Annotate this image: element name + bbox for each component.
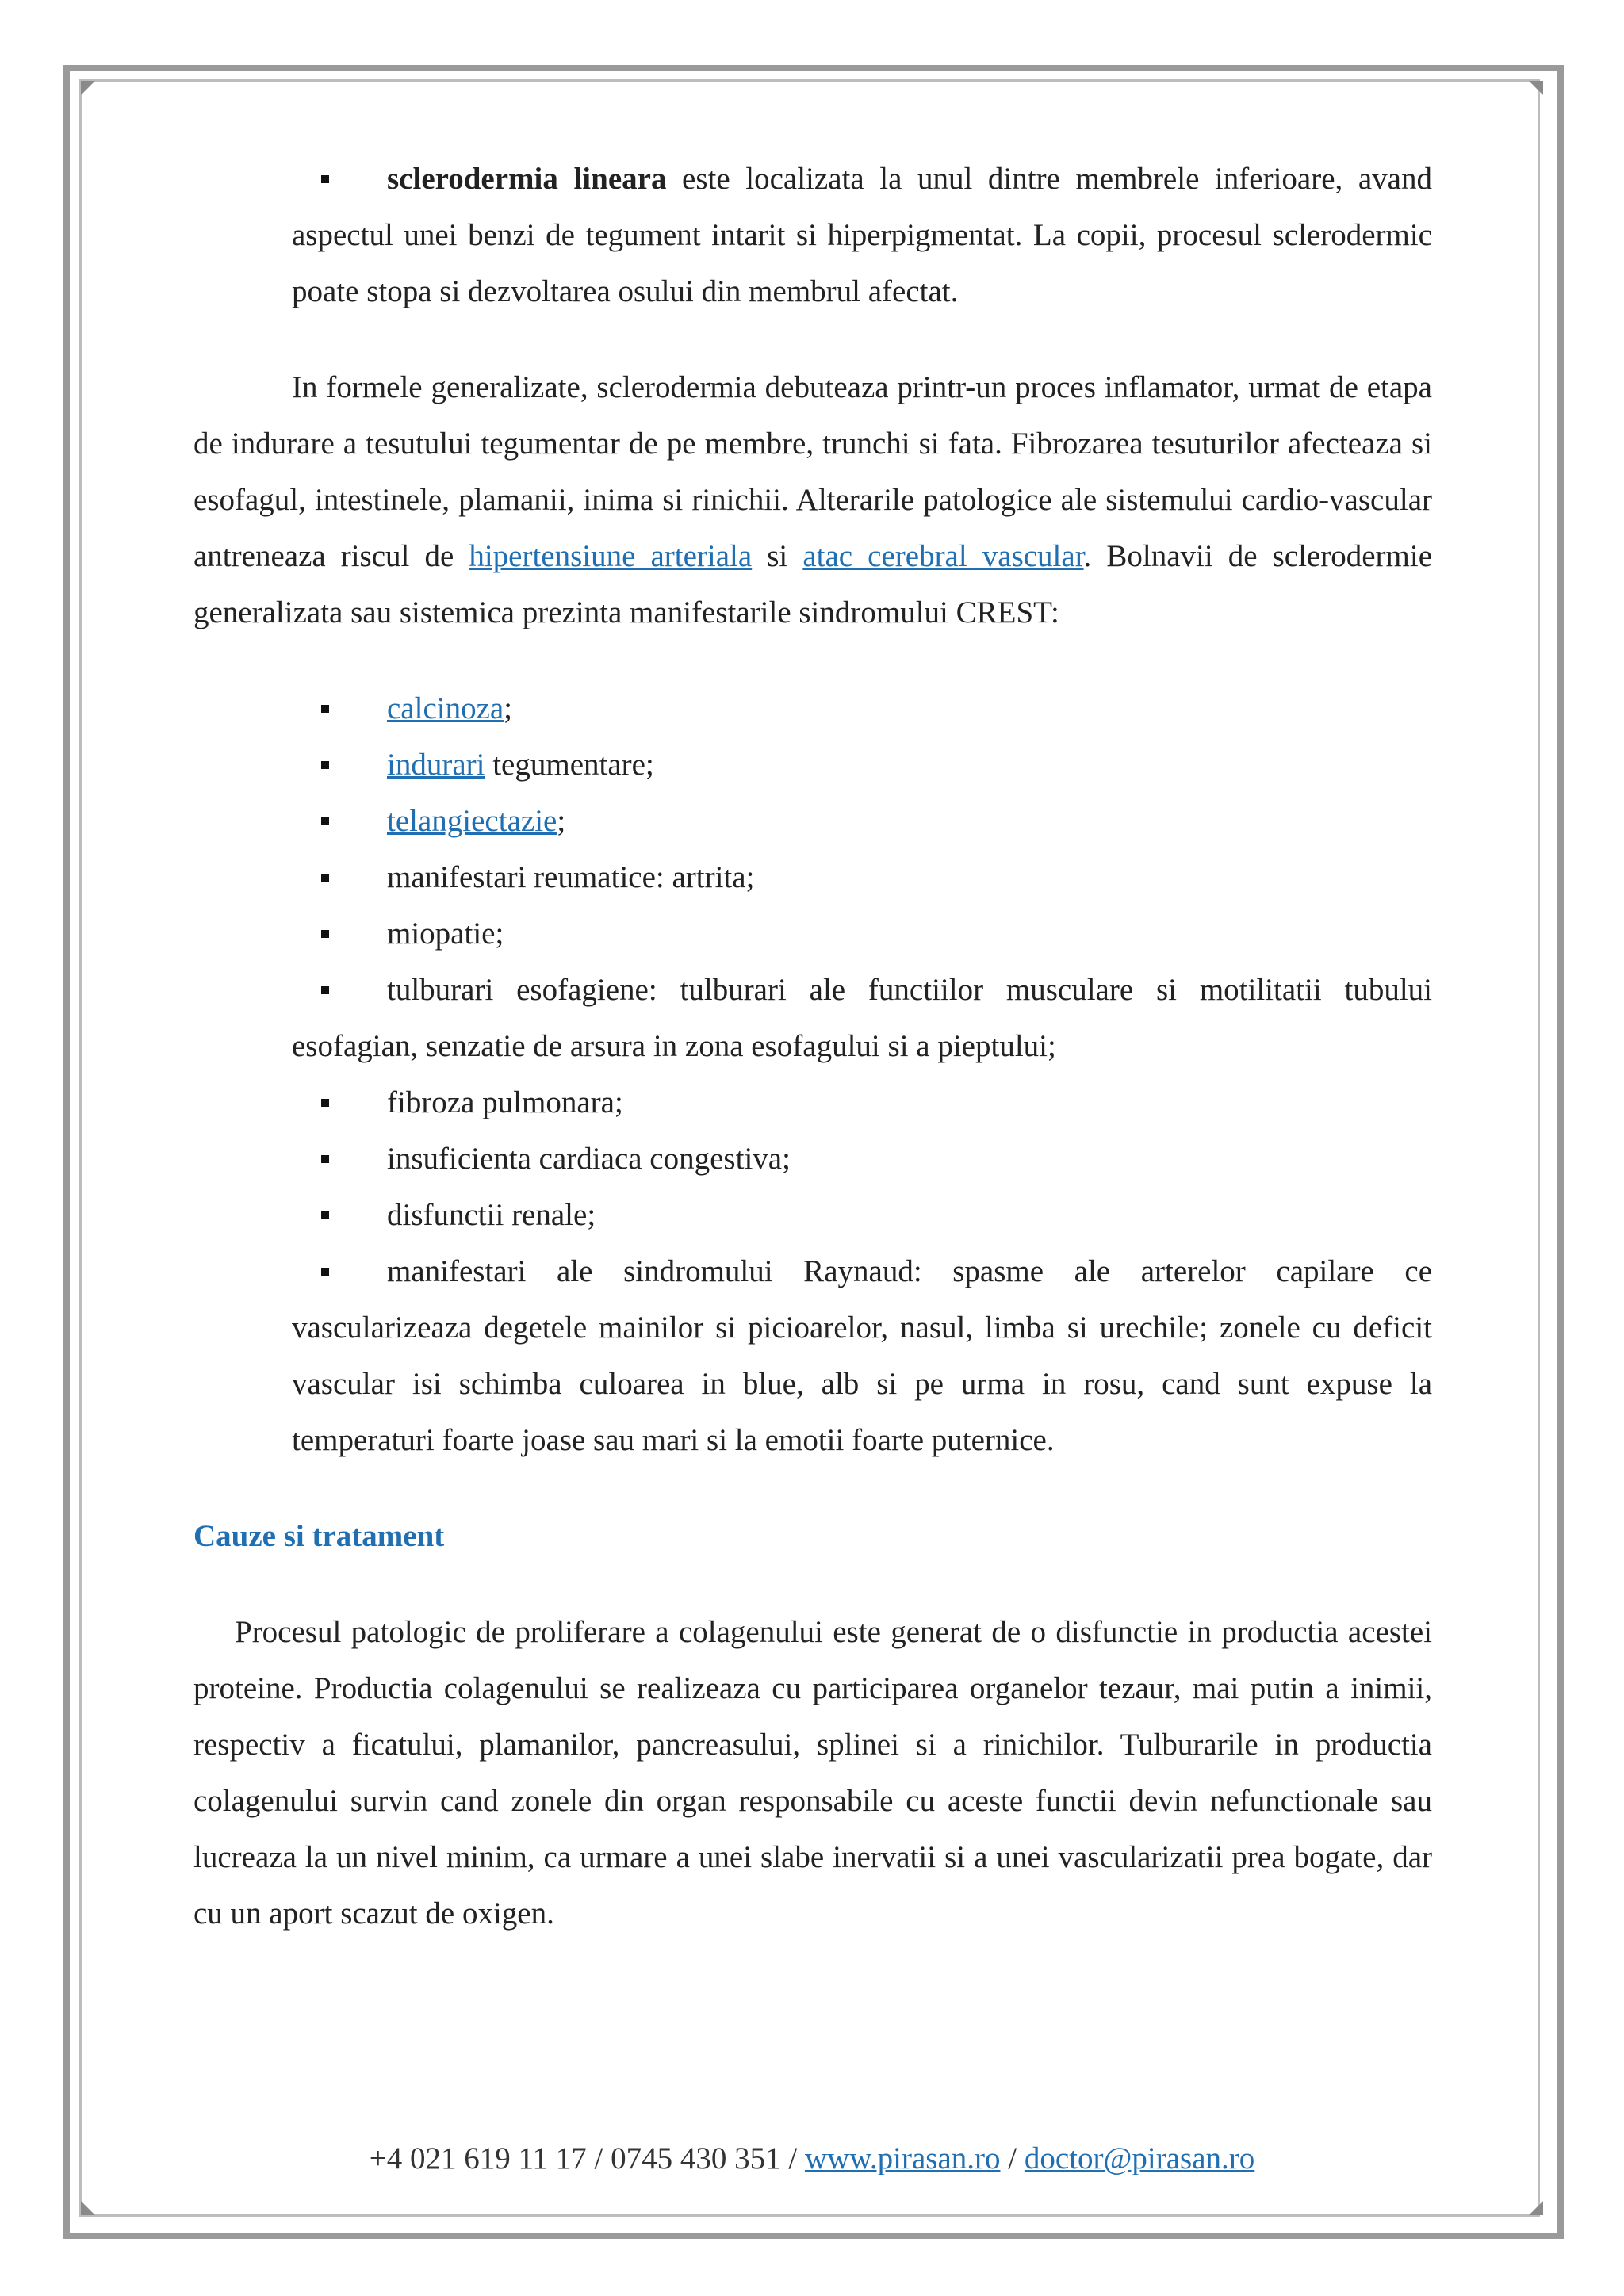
list-item-text: manifestari ale sindromului Raynaud: spasme ale arterelor capilare ce vascularizeaza degetele mainilor si picioarelor, nasul, limba si urechile; zonele cu deficit vascular isi schimba culoarea in blue, alb si pe urma in rosu, cand sunt expuse la temperaturi foarte joase sau mari si la emotii foarte puternice. [292,1254,1432,1457]
frame-corner-ornament [81,2201,95,2215]
list-item-text: manifestari reumatice: artrita; [387,860,755,894]
list-item-text: fibroza pulmonara; [387,1085,623,1119]
list-item-text: disfunctii renale; [387,1198,596,1232]
footer-email-link[interactable]: doctor@pirasan.ro [1024,2141,1255,2175]
list-item [292,849,1432,905]
frame-corner-ornament [1529,2201,1543,2215]
document-body [193,151,1432,1942]
list-item-text: miopatie; [387,916,504,951]
bullet-icon [292,905,358,962]
list-item [292,1187,1432,1243]
link-calcinoza[interactable]: calcinoza [387,691,504,725]
bullet-icon [292,1187,358,1243]
paragraph [193,359,1432,641]
paragraph-text: si [752,539,803,573]
frame-corner-ornament [81,81,95,95]
footer-separator: / [1000,2141,1025,2175]
link-atac-cerebral-vascular[interactable]: atac cerebral vascular [802,539,1084,573]
list-item [292,1243,1432,1468]
footer-website-link[interactable]: www.pirasan.ro [804,2141,1001,2175]
list-item-text: insuficienta cardiaca congestiva; [387,1142,791,1176]
list-item [292,793,1432,849]
paragraph-text: In formele generalizate, sclerodermia debuteaza printr-un proces inflamator, urmat de etapa de indurare a tesutului tegumentar de pe membre, trunchi si fata. Fibrozarea tesuturilor afecteaza si esofagul, intestinele, plamanii, inima si rinichii. Alterarile patologice ale sistemului cardio-vascular antreneaza riscul de [193,370,1432,573]
bullet-icon [292,680,358,737]
bullet-icon [292,1074,358,1131]
paragraph: Procesul patologic de proliferare a colagenului este generat de o disfunctie in productia acestei proteine. Productia colagenului se realizeaza cu participarea organelor tezaur, mai putin a inimii, respectiv a ficatului, plamanilor, pancreasului, splinei si a rinichilor. Tulburarile in productia colagenului survin cand zonele din organ responsabile cu aceste functii devin nefunctionale sau lucreaza la un nivel minim, ca urmare a unei slabe inervatii si a unei vascularizatii prea bogate, dar cu un aport scazut de oxigen. [193,1615,1432,1931]
section-heading: Cauze si tratament [193,1519,445,1553]
link-indurari[interactable]: indurari [387,748,485,782]
link-telangiectazie[interactable]: telangiectazie [387,804,557,838]
list-item [292,905,1432,962]
footer-phones: +4 021 619 11 17 / 0745 430 351 / [369,2141,805,2175]
bullet-icon [292,849,358,905]
list-item-text: tegumentare; [485,748,654,782]
paragraph-text: . Bolnavii de sclerodermie generalizata sau sistemica prezinta manifestarile sindromului CREST: [193,539,1433,629]
list-item-text: este localizata la unul dintre membrele inferioare, avand aspectul unei benzi de tegument intarit si hiperpigmentat. La copii, procesul sclerodermic poate stopa si dezvoltarea osului din membrul afectat. [292,162,1432,308]
bullet-icon [292,151,358,207]
frame-corner-ornament [1529,81,1543,95]
page-footer [0,2141,1624,2176]
list-item [292,151,1432,320]
bullet-icon [292,793,358,849]
list-item [292,1131,1432,1187]
list-item-text: tulburari esofagiene: tulburari ale functiilor musculare si motilitatii tubului esofagian, senzatie de arsura in zona esofagului si a pieptului; [292,973,1432,1063]
list-item [292,962,1432,1074]
bullet-icon [292,1243,358,1299]
bullet-icon [292,737,358,793]
list-item-text: ; [557,804,566,838]
link-hipertensiune-arteriala[interactable]: hipertensiune arteriala [469,539,753,573]
list-item-text: ; [504,691,513,725]
list-item [292,1074,1432,1131]
term-bold: sclerodermia lineara [387,162,667,196]
bullet-icon [292,1131,358,1187]
list-item [292,737,1432,793]
bullet-icon [292,962,358,1018]
list-item [292,680,1432,737]
